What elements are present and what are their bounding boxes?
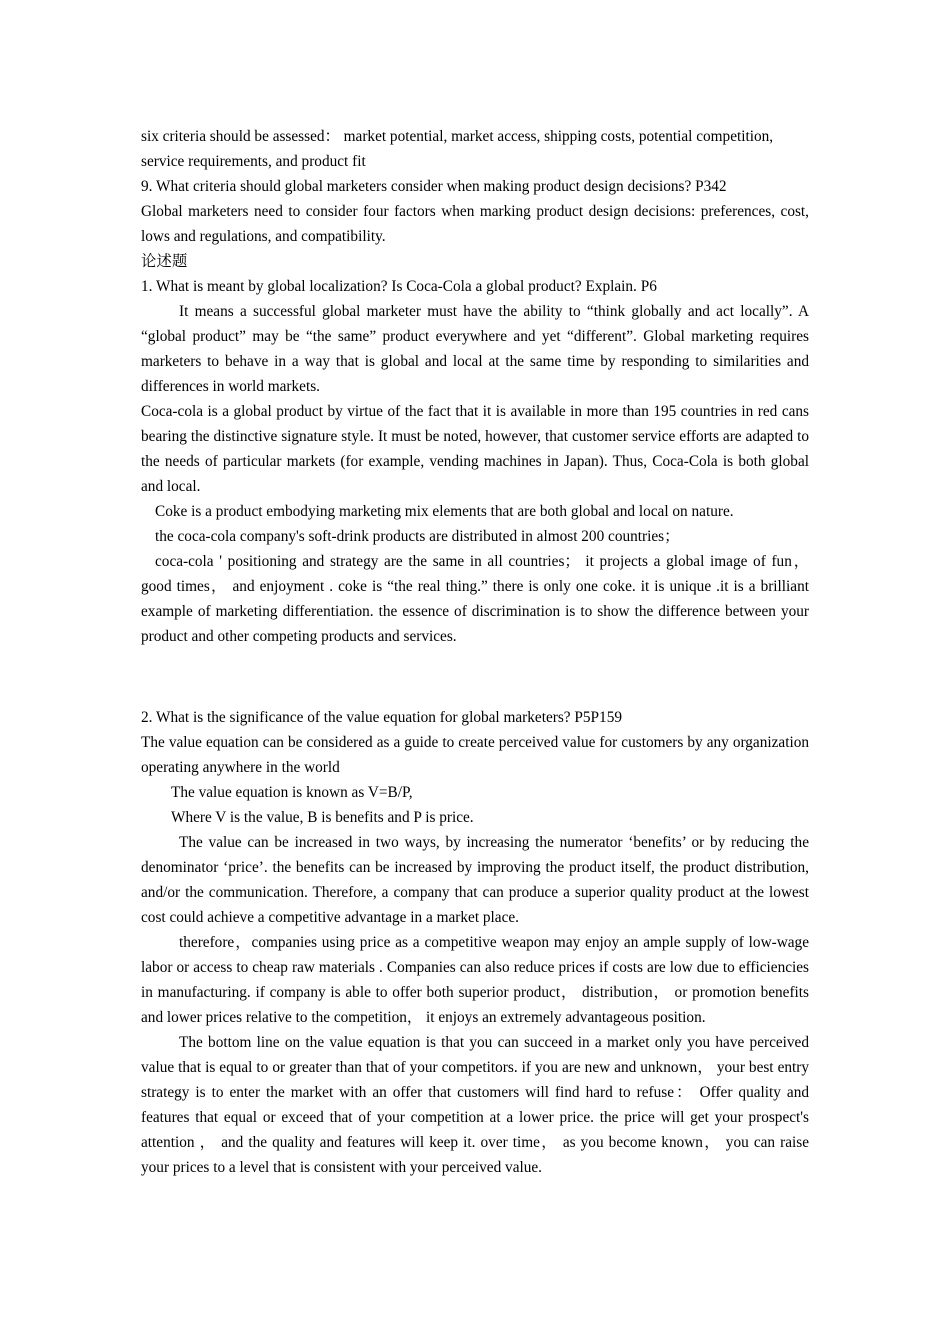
- paragraph-six-criteria: six criteria should be assessed： market potential, market access, shipping costs, potential competition, service requirements, and product fit: [141, 128, 774, 170]
- question-9-heading: 9. What criteria should global marketers consider when making product design decisions? P342: [141, 178, 727, 195]
- section-heading-essay-questions: 论述题: [141, 252, 188, 270]
- paragraph-question-9-answer: Global marketers need to consider four factors when marking product design decisions: preferences, cost, lows and regulations, and compatibility.: [141, 203, 809, 245]
- paragraph-increasing-value: The value can be increased in two ways, by increasing the numerator ‘benefits’ or by reducing the denominator ‘price’. the benefits can be increased by improving the product itself, the product distribution, and/or the communication. Therefore, a company that can produce a superior quality product at the lowest cost could achieve a competitive advantage in a market place.: [141, 833, 809, 926]
- paragraph-value-equation-formula: The value equation is known as V=B/P,: [171, 783, 413, 801]
- paragraph-cocacola-global-product: Coca-cola is a global product by virtue of the fact that it is available in more than 195 countries in red cans bearing the distinctive signature style. It must be noted, however, that customer service efforts are adapted to the needs of particular markets (for example, vending machines in Japan). Thus, Coca-Cola is both global and local.: [141, 403, 809, 495]
- paragraph-value-equation-legend: Where V is the value, B is benefits and P is price.: [171, 808, 474, 826]
- paragraph-value-equation-guide: The value equation can be considered as a guide to create perceived value for customers by any organization operating anywhere in the world: [141, 733, 809, 776]
- question-1-heading: 1. What is meant by global localization? Is Coca-Cola a global product? Explain. P6: [141, 278, 657, 295]
- question-2-heading: 2. What is the significance of the value equation for global marketers? P5P159: [141, 708, 623, 726]
- blank-line-spacer: [141, 664, 809, 689]
- paragraph-price-competitive-weapon: therefore，companies using price as a competitive weapon may enjoy an ample supply of low-wage labor or access to cheap raw materials . Companies can also reduce prices if costs are low due to efficiencies in manufacturing. if company is able to offer both superior product， distribution， or promotion benefits and lower prices relative to the competition， it enjoys an extremely advantageous position.: [141, 933, 809, 1026]
- paragraph-coke-marketing-mix: Coke is a product embodying marketing mix elements that are both global and local on nature.: [155, 503, 734, 520]
- paragraph-softdrink-distribution: the coca-cola company's soft-drink products are distributed in almost 200 countries；: [155, 528, 680, 545]
- paragraph-cocacola-positioning: coca-cola ' positioning and strategy are the same in all countries； it projects a global image of fun， good times， and enjoyment . coke is “the real thing.” there is only one coke. it is unique .it is a brilliant example of marketing differentiation. the essence of discrimination is to show the difference between your product and other competing products and services.: [141, 553, 809, 645]
- paragraph-bottom-line-value-equation: The bottom line on the value equation is that you can succeed in a market only you have perceived value that is equal to or greater than that of your competitors. if you are new and unknown， your best entry strategy is to enter the market with an offer that customers will find hard to refuse： Offer quality and features that equal or exceed that of your competition at a lower price. the price will get your prospect's attention ， and the quality and features will keep it. over time， as you become known， you can raise your prices to a level that is consistent with your perceived value.: [141, 1033, 809, 1176]
- paragraph-global-localization-meaning: It means a successful global marketer must have the ability to “think globally and act locally”. A “global product” may be “the same” product everywhere and yet “different”. Global marketing requires marketers to behave in a way that is global and local at the same time by responding to similarities and differences in world markets.: [141, 303, 809, 395]
- document-text-column: [141, 124, 809, 1180]
